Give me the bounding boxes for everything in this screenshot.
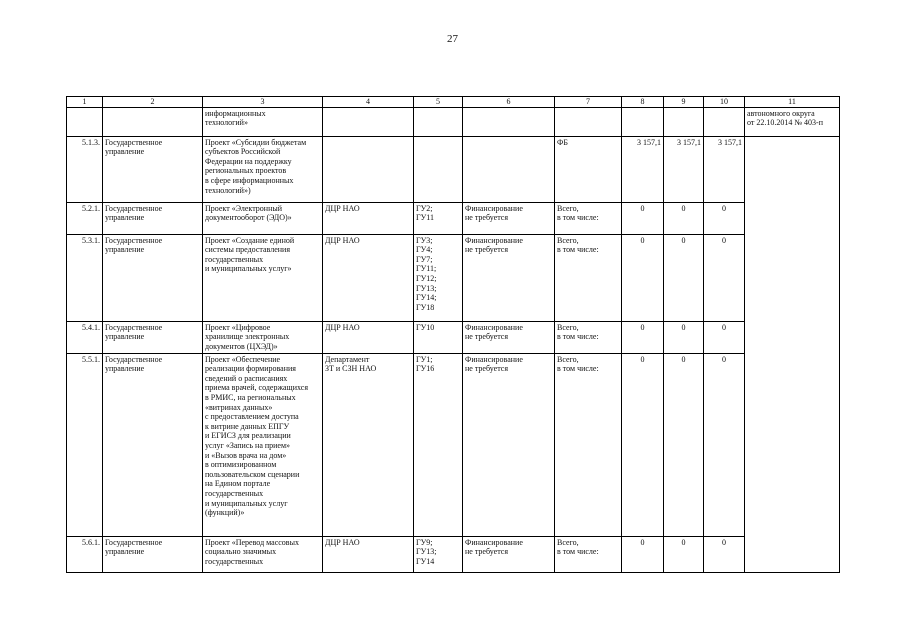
table-row — [67, 136, 840, 202]
row-type — [103, 353, 203, 536]
text-line: в том числе: — [557, 364, 599, 374]
text-line: управление — [105, 332, 145, 342]
row-value-col10: 0 — [704, 234, 745, 321]
col-header-5: 5 — [414, 97, 463, 108]
text-line: ГУ11; — [416, 264, 437, 274]
row-financing — [463, 234, 555, 321]
text-line: ГУ2; — [416, 203, 433, 213]
text-line: Проект «Обеспечение — [205, 354, 281, 364]
row-source — [555, 353, 622, 536]
row-financing — [463, 536, 555, 572]
row-type — [103, 321, 203, 353]
text-line: Департамент — [325, 354, 370, 364]
text-line: Проект «Цифровое — [205, 322, 271, 332]
row-source — [555, 136, 622, 202]
col-header-2: 2 — [103, 97, 203, 108]
row-value-col9: 0 — [664, 353, 704, 536]
row-gu-list — [414, 202, 463, 234]
text-line: пользовательском сценарии — [205, 469, 300, 479]
continuation-project-cell — [203, 107, 323, 136]
text-line: на Едином портале — [205, 479, 271, 489]
text-line: ГУ13; — [416, 283, 437, 293]
cell-empty — [67, 107, 103, 136]
text-line: технологий») — [205, 185, 251, 195]
text-line: Финансирование — [465, 537, 523, 547]
text-line: ГУ12; — [416, 273, 437, 283]
text-line: Проект «Субсидии бюджетам — [205, 137, 307, 147]
text-line: документов (ЦХЭД)» — [205, 341, 278, 351]
row-value-col8: 0 — [622, 536, 664, 572]
text-line: Финансирование — [465, 354, 523, 364]
cell-empty — [555, 107, 622, 136]
text-line: ГУ13; — [416, 547, 437, 557]
text-line: управление — [105, 213, 145, 223]
text-line: ГУ9; — [416, 537, 433, 547]
row-value-col10: 0 — [704, 536, 745, 572]
row-gu-list — [414, 234, 463, 321]
row-type — [103, 136, 203, 202]
text-line: Всего, — [557, 235, 579, 245]
text-line: ГУ7; — [416, 254, 433, 264]
row-financing — [463, 353, 555, 536]
row-value-col9: 0 — [664, 321, 704, 353]
text-line: ГУ18 — [416, 302, 435, 312]
row-value-col10: 0 — [704, 202, 745, 234]
text-line: в том числе: — [557, 213, 599, 223]
row-value-col8: 3 157,1 — [622, 136, 664, 202]
text-line: не требуется — [465, 213, 509, 223]
row-value-col8: 0 — [622, 321, 664, 353]
row-type — [103, 202, 203, 234]
text-line: ГУ11 — [416, 213, 434, 223]
text-line: управление — [105, 245, 145, 255]
row-source — [555, 321, 622, 353]
row-financing — [463, 136, 555, 202]
plan-table — [66, 96, 840, 573]
header-row — [67, 97, 840, 108]
text-line: сведений о расписаниях — [205, 373, 288, 383]
row-type — [103, 536, 203, 572]
text-line: и муниципальных услуг» — [205, 264, 292, 274]
text-line: с предоставлением доступа — [205, 412, 299, 422]
cell-empty — [103, 107, 203, 136]
row-value-col10: 0 — [704, 353, 745, 536]
text-line: ГУ14; — [416, 293, 437, 303]
text-line: услуг «Запись на прием» — [205, 440, 291, 450]
cell-empty — [414, 107, 463, 136]
text-line: «витринах данных» — [205, 402, 273, 412]
text-line: ДЦР НАО — [325, 203, 360, 213]
text-line: управление — [105, 547, 145, 557]
text-line: (функций)» — [205, 508, 245, 518]
text-line: Всего, — [557, 203, 579, 213]
cell-empty — [463, 107, 555, 136]
text-line: ДЦР НАО — [325, 322, 360, 332]
text-line: приема врачей, содержащихся — [205, 383, 308, 393]
text-line: ГУ16 — [416, 364, 435, 374]
cell-empty — [704, 107, 745, 136]
text-line: от 22.10.2014 № 403-п — [747, 118, 823, 128]
text-line: Государственное — [105, 354, 163, 364]
row-type — [103, 234, 203, 321]
text-line: Финансирование — [465, 203, 523, 213]
col-header-4: 4 — [323, 97, 414, 108]
col-header-1: 1 — [67, 97, 103, 108]
row-number: 5.5.1. — [67, 353, 103, 536]
text-line: Проект «Создание единой — [205, 235, 295, 245]
text-line: Финансирование — [465, 322, 523, 332]
row-number: 5.6.1. — [67, 536, 103, 572]
row-value-col9: 0 — [664, 234, 704, 321]
row-project — [203, 321, 323, 353]
text-line: ГУ3; — [416, 235, 433, 245]
table-row — [67, 234, 840, 321]
text-line: ГУ1; — [416, 354, 433, 364]
text-line: хранилище электронных — [205, 332, 290, 342]
table-row — [67, 321, 840, 353]
text-line: в том числе: — [557, 547, 599, 557]
text-line: ГУ10 — [416, 322, 435, 332]
row-value-col10: 0 — [704, 321, 745, 353]
row-project — [203, 353, 323, 536]
row-financing — [463, 321, 555, 353]
cell-empty — [622, 107, 664, 136]
cell-empty-col11 — [745, 136, 840, 572]
row-source — [555, 202, 622, 234]
text-line: Проект «Перевод массовых — [205, 537, 299, 547]
row-gu-list — [414, 536, 463, 572]
text-line: в РМИС, на региональных — [205, 392, 296, 402]
row-project — [203, 202, 323, 234]
text-line: не требуется — [465, 364, 509, 374]
cell-empty — [664, 107, 704, 136]
text-line: документооборот (ЭДО)» — [205, 213, 292, 223]
text-line: государственных — [205, 254, 264, 264]
row-value-col10: 3 157,1 — [704, 136, 745, 202]
col-header-6: 6 — [463, 97, 555, 108]
text-line: не требуется — [465, 332, 509, 342]
text-line: государственных — [205, 556, 264, 566]
row-gu-list — [414, 321, 463, 353]
row-gu-list — [414, 353, 463, 536]
row-executor — [323, 321, 414, 353]
row-value-col9: 0 — [664, 202, 704, 234]
text-line: государственных — [205, 488, 264, 498]
text-line: Всего, — [557, 537, 579, 547]
text-line: реализации формирования — [205, 364, 296, 374]
table-row — [67, 202, 840, 234]
text-line: ЗТ и СЗН НАО — [325, 364, 377, 374]
text-line: информационных — [205, 108, 266, 118]
col-header-7: 7 — [555, 97, 622, 108]
text-line: ГУ14 — [416, 556, 435, 566]
row-executor — [323, 136, 414, 202]
text-line: системы предоставления — [205, 245, 291, 255]
text-line: в том числе: — [557, 332, 599, 342]
text-line: автономного округа — [747, 108, 815, 118]
text-line: субъектов Российской — [205, 147, 281, 157]
text-line: в том числе: — [557, 245, 599, 255]
text-line: ГУ4; — [416, 245, 433, 255]
continuation-row — [67, 107, 840, 136]
row-gu-list — [414, 136, 463, 202]
text-line: Федерации на поддержку — [205, 156, 292, 166]
row-number: 5.4.1. — [67, 321, 103, 353]
col-header-8: 8 — [622, 97, 664, 108]
row-project — [203, 234, 323, 321]
text-line: управление — [105, 147, 145, 157]
text-line: Государственное — [105, 537, 163, 547]
text-line: и муниципальных услуг — [205, 498, 288, 508]
text-line: Государственное — [105, 137, 163, 147]
text-line: Государственное — [105, 322, 163, 332]
row-value-col8: 0 — [622, 234, 664, 321]
row-project — [203, 136, 323, 202]
row-value-col8: 0 — [622, 202, 664, 234]
continuation-note-cell — [745, 107, 840, 136]
col-header-11: 11 — [745, 97, 840, 108]
text-line: и ЕГИСЗ для реализации — [205, 431, 291, 441]
text-line: и «Вызов врача на дом» — [205, 450, 287, 460]
text-line: ДЦР НАО — [325, 537, 360, 547]
row-source — [555, 234, 622, 321]
text-line: Всего, — [557, 354, 579, 364]
text-line: ФБ — [557, 137, 568, 147]
text-line: социально значимых — [205, 547, 277, 557]
row-executor — [323, 353, 414, 536]
text-line: ДЦР НАО — [325, 235, 360, 245]
col-header-3: 3 — [203, 97, 323, 108]
table-row — [67, 536, 840, 572]
row-executor — [323, 202, 414, 234]
row-value-col9: 3 157,1 — [664, 136, 704, 202]
text-line: управление — [105, 364, 145, 374]
text-line: Государственное — [105, 203, 163, 213]
row-number: 5.3.1. — [67, 234, 103, 321]
text-line: технологий» — [205, 118, 248, 128]
row-value-col9: 0 — [664, 536, 704, 572]
text-line: в оптимизированном — [205, 460, 277, 470]
row-executor — [323, 536, 414, 572]
text-line: Проект «Электронный — [205, 203, 283, 213]
row-financing — [463, 202, 555, 234]
text-line: Всего, — [557, 322, 579, 332]
row-number: 5.1.3. — [67, 136, 103, 202]
col-header-9: 9 — [664, 97, 704, 108]
text-line: к витрине данных ЕПГУ — [205, 421, 290, 431]
row-project — [203, 536, 323, 572]
text-line: не требуется — [465, 547, 509, 557]
text-line: Финансирование — [465, 235, 523, 245]
table-row — [67, 353, 840, 536]
row-number: 5.2.1. — [67, 202, 103, 234]
row-source — [555, 536, 622, 572]
cell-empty — [323, 107, 414, 136]
row-executor — [323, 234, 414, 321]
text-line: региональных проектов — [205, 166, 287, 176]
text-line: Государственное — [105, 235, 163, 245]
row-value-col8: 0 — [622, 353, 664, 536]
page-number: 27 — [447, 33, 458, 45]
text-line: не требуется — [465, 245, 509, 255]
col-header-10: 10 — [704, 97, 745, 108]
text-line: в сфере информационных — [205, 175, 294, 185]
